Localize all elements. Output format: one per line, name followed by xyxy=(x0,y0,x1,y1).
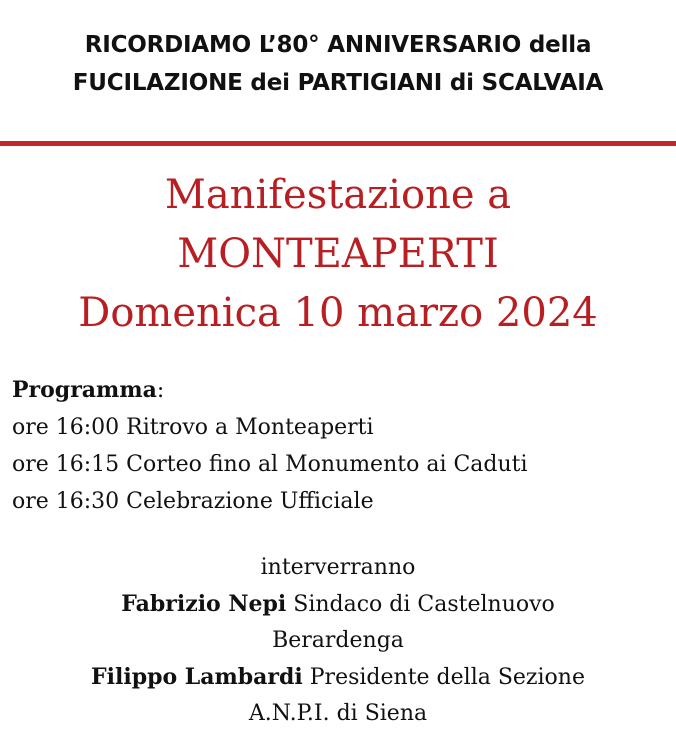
red-divider xyxy=(0,141,676,146)
program-item: ore 16:15 Corteo fino al Monumento ai Caduti xyxy=(12,452,528,477)
headline-line-1: Manifestazione a xyxy=(164,172,512,218)
speaker-1 xyxy=(0,586,676,623)
program-item: ore 16:30 Celebrazione Ufficiale xyxy=(12,489,374,514)
speaker-2-role-cont: A.N.P.I. di Siena xyxy=(248,701,428,726)
speaker-name: Fabrizio Nepi xyxy=(121,591,287,617)
speaker-role: Sindaco di Castelnuovo xyxy=(286,592,555,617)
speakers-intro: interverranno xyxy=(260,555,416,580)
speaker-role: Presidente della Sezione xyxy=(302,665,585,690)
program-item: ore 16:00 Ritrovo a Monteaperti xyxy=(12,415,374,440)
commemoration-header xyxy=(0,26,676,102)
speaker-1-role-cont: Berardenga xyxy=(272,628,404,653)
header-line-2: FUCILAZIONE dei PARTIGIANI di SCALVAIA xyxy=(72,70,604,96)
program-title-colon: : xyxy=(156,378,165,403)
event-headline xyxy=(0,166,676,343)
headline-line-2: MONTEAPERTI xyxy=(177,231,499,277)
program-heading xyxy=(12,372,672,409)
speaker-2 xyxy=(0,659,676,696)
speakers-section xyxy=(0,550,676,732)
program-title: Programma xyxy=(12,377,157,403)
headline-date: Domenica 10 marzo 2024 xyxy=(78,290,598,336)
header-line-1: RICORDIAMO L’80° ANNIVERSARIO della xyxy=(84,32,592,58)
program-section xyxy=(12,372,672,520)
speaker-name: Filippo Lambardi xyxy=(91,664,303,690)
